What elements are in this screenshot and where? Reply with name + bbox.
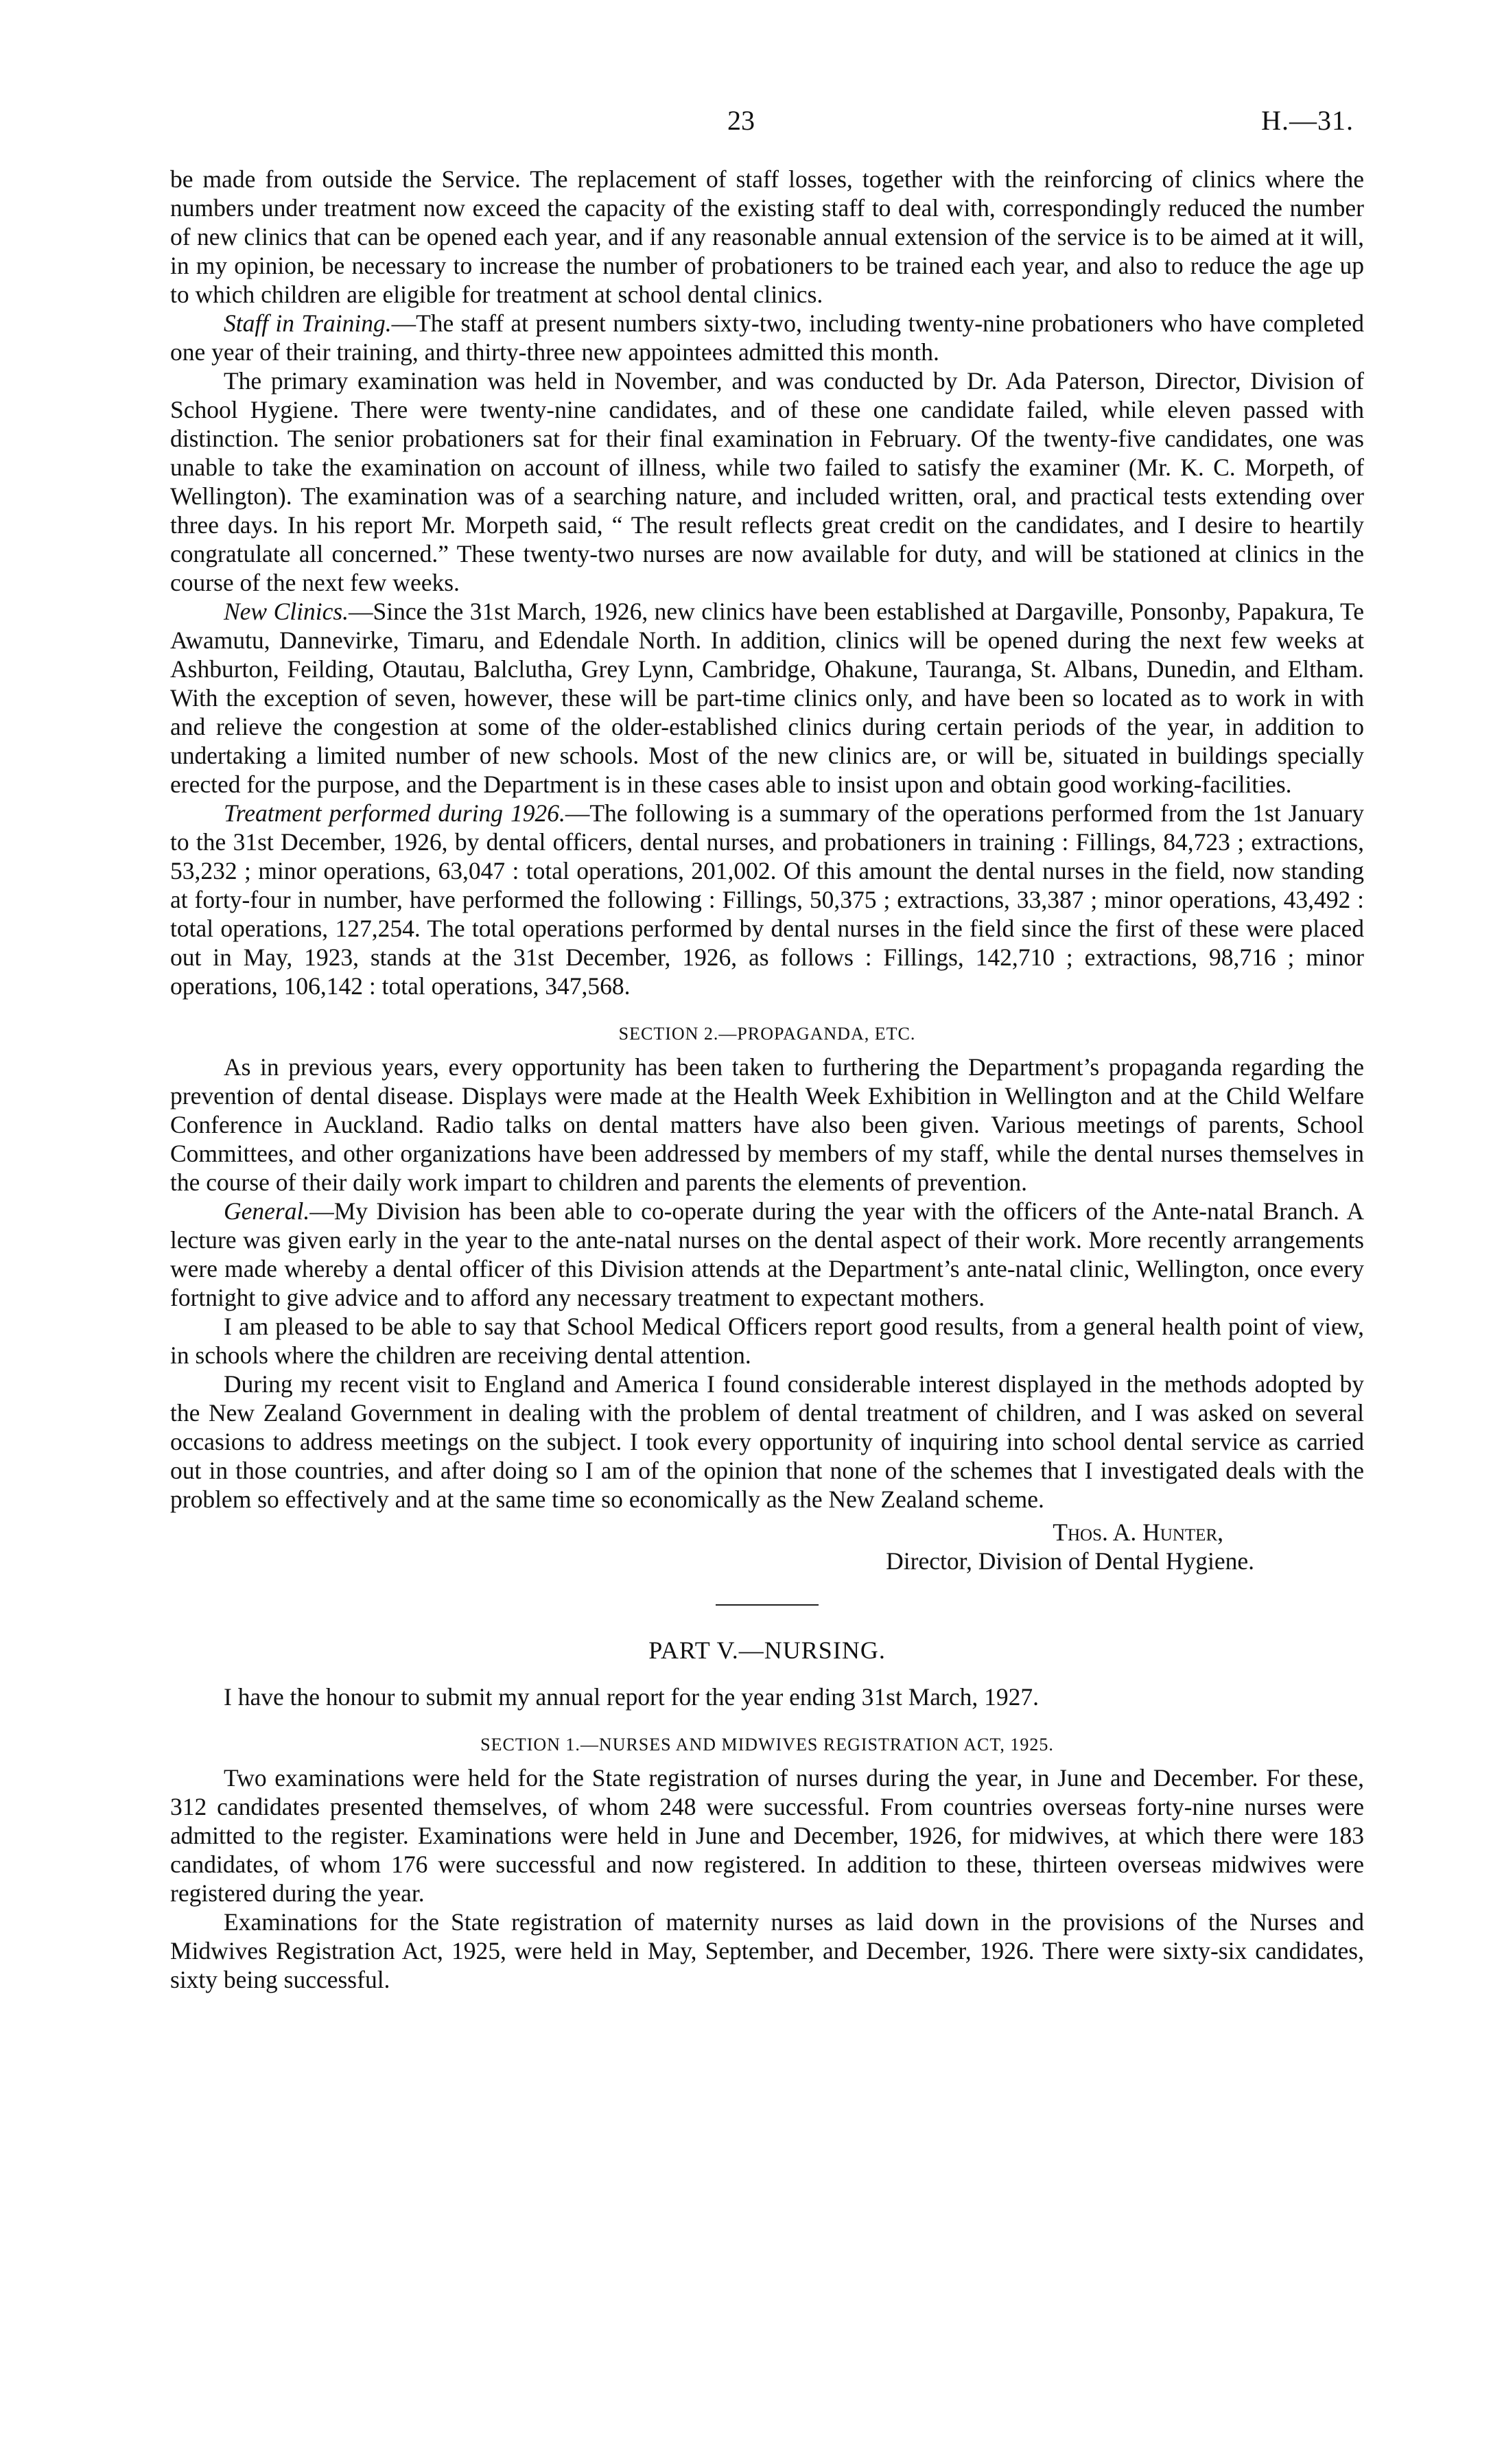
paragraph-treatment	[170, 799, 1364, 1000]
signature-block	[170, 1518, 1364, 1575]
paragraph-part-5-intro: I have the honour to submit my annual report for the year ending 31st March, 1927.	[224, 1683, 1039, 1711]
paragraph-visit: During my recent visit to England and America I found considerable interest displayed in the methods adopted by the New Zealand Government in dealing with the problem of dental treatment of children, and I was asked on several occasions to address meetings on the subject. I took every opportunity of inquiring into school dental service as carried out in those countries, and after doing so I am of the opinion that none of the schemes that I investigated deals with the problem so effectively and at the same time so economically as the New Zealand scheme.	[170, 1370, 1364, 1513]
clinics-heading: New Clinics.	[224, 598, 349, 625]
general-heading: General.	[224, 1197, 310, 1225]
paragraph-staff-in-training	[170, 309, 1364, 366]
paragraph-pleased: I am pleased to be able to say that School Medical Officers report good results, from a general health point of view, in schools where the children are receiving dental attention.	[170, 1313, 1364, 1369]
section-2-heading: SECTION 2.—PROPAGANDA, ETC.	[618, 1024, 916, 1044]
paragraph-nurses-examinations: Two examinations were held for the State registration of nurses during the year, in June and December. For these, 312 candidates presented themselves, of whom 248 were successful. From countries overseas forty-nine nurses were admitted to the register. Examinations were held in June and December, 1926, for midwives, at which there were 183 candidates, of whom 176 were successful and now registered. In addition to these, thirteen overseas midwives were registered during the year.	[170, 1764, 1364, 1907]
part-5-heading: PART V.—NURSING.	[648, 1636, 886, 1664]
paragraph-general	[170, 1197, 1364, 1312]
signature-title: Director, Division of Dental Hygiene.	[886, 1547, 1254, 1575]
staff-heading: Staff in Training.	[224, 309, 392, 337]
paragraph-maternity-examinations: Examinations for the State registration of maternity nurses as laid down in the provisions of the Nurses and Midwives Registration Act, 1925, were held in May, September, and December, 1926. There were sixty-six candidates, sixty being successful.	[170, 1908, 1364, 1993]
body-column	[170, 165, 1364, 1994]
signature-name: Thos. A. Hunter,	[1053, 1518, 1223, 1546]
report-code: H.—31.	[1261, 105, 1354, 136]
page-number: 23	[727, 105, 755, 136]
treatment-heading: Treatment performed during 1926.	[224, 799, 565, 827]
paragraph-new-clinics	[170, 597, 1364, 799]
paragraph-continuation: be made from outside the Service. The replacement of staff losses, together with the reinforcing of clinics where the numbers under treatment now exceed the capacity of the existing staff to deal with, correspondingly reduced the number of new clinics that can be opened each year, and if any reasonable annual extension of the service is to be aimed at it will, in my opinion, be necessary to increase the number of probationers to be trained each year, and also to reduce the age up to which children are eligible for treatment at school dental clinics.	[170, 165, 1364, 308]
treatment-text: —The following is a summary of the operations performed from the 1st January to the 31st December, 1926, by dental officers, dental nurses, and probationers in training : Fillings, 84,723 ; extractions, 53,232 ; minor operations, 63,047 : total operations, 201,002. Of this amount the dental nurses in the field, now standing at forty-four in number, have performed the following : Fillings, 50,375 ; extractions, 33,387 ; minor operations, 43,492 : total operations, 127,254. The total operations performed by dental nurses in the field since the first of these were placed out in May, 1923, stands at the 31st December, 1926, as follows : Fillings, 142,710 ; extractions, 98,716 ; minor operations, 106,142 : total operations, 347,568.	[170, 799, 1364, 1000]
clinics-text: —Since the 31st March, 1926, new clinics have been established at Dargaville, Ponsonby, Papakura, Te Awamutu, Dannevirke, Timaru, and Edendale North. In addition, clinics will be opened during the next few weeks at Ashburton, Feilding, Otautau, Balclutha, Grey Lynn, Cambridge, Ohakune, Tauranga, St. Albans, Dunedin, and Eltham. With the exception of seven, however, these will be part-time clinics only, and have been so located as to work in with and relieve the congestion at some of the older-established clinics during certain periods of the year, in addition to undertaking a limited number of new schools. Most of the new clinics are, or will be, situated in buildings specially erected for the purpose, and the Department is in these cases able to insist upon and obtain good working-facilities.	[170, 598, 1364, 798]
general-text: —My Division has been able to co-operate during the year with the officers of the Ante-natal Branch. A lecture was given early in the year to the ante-natal nurses on the dental aspect of their work. More recently arrangements were made whereby a dental officer of this Division attends at the Department’s ante-natal clinic, Wellington, once every fortnight to give advice and to afford any necessary treatment to expectant mothers.	[170, 1197, 1364, 1311]
staff-text: —The staff at present numbers sixty-two, including twenty-nine probationers who have completed one year of their training, and thirty-three new appointees admitted this month.	[170, 309, 1364, 366]
divider-rule	[716, 1604, 819, 1606]
paragraph-propaganda: As in previous years, every opportunity has been taken to furthering the Department’s propaganda regarding the prevention of dental disease. Displays were made at the Health Week Exhibition in Wellington and at the Child Welfare Conference in Auckland. Radio talks on dental matters have also been given. Various meetings of parents, School Committees, and other organizations have been addressed by members of my staff, while the dental nurses themselves in the course of their daily work impart to children and parents the elements of prevention.	[170, 1053, 1364, 1196]
section-1-heading: SECTION 1.—NURSES AND MIDWIVES REGISTRATION ACT, 1925.	[480, 1735, 1054, 1755]
paragraph-examination: The primary examination was held in November, and was conducted by Dr. Ada Paterson, Director, Division of School Hygiene. There were twenty-nine candidates, and of these one candidate failed, while eleven passed with distinction. The senior probationers sat for their final examination in February. Of the twenty-five candidates, one was unable to take the examination on account of illness, while two failed to satisfy the examiner (Mr. K. C. Morpeth, of Wellington). The examination was of a searching nature, and included written, oral, and practical tests extending over three days. In his report Mr. Morpeth said, “ The result reflects great credit on the candidates, and I desire to heartily congratulate all concerned.” These twenty-two nurses are now available for duty, and will be stationed at clinics in the course of the next few weeks.	[170, 367, 1364, 596]
